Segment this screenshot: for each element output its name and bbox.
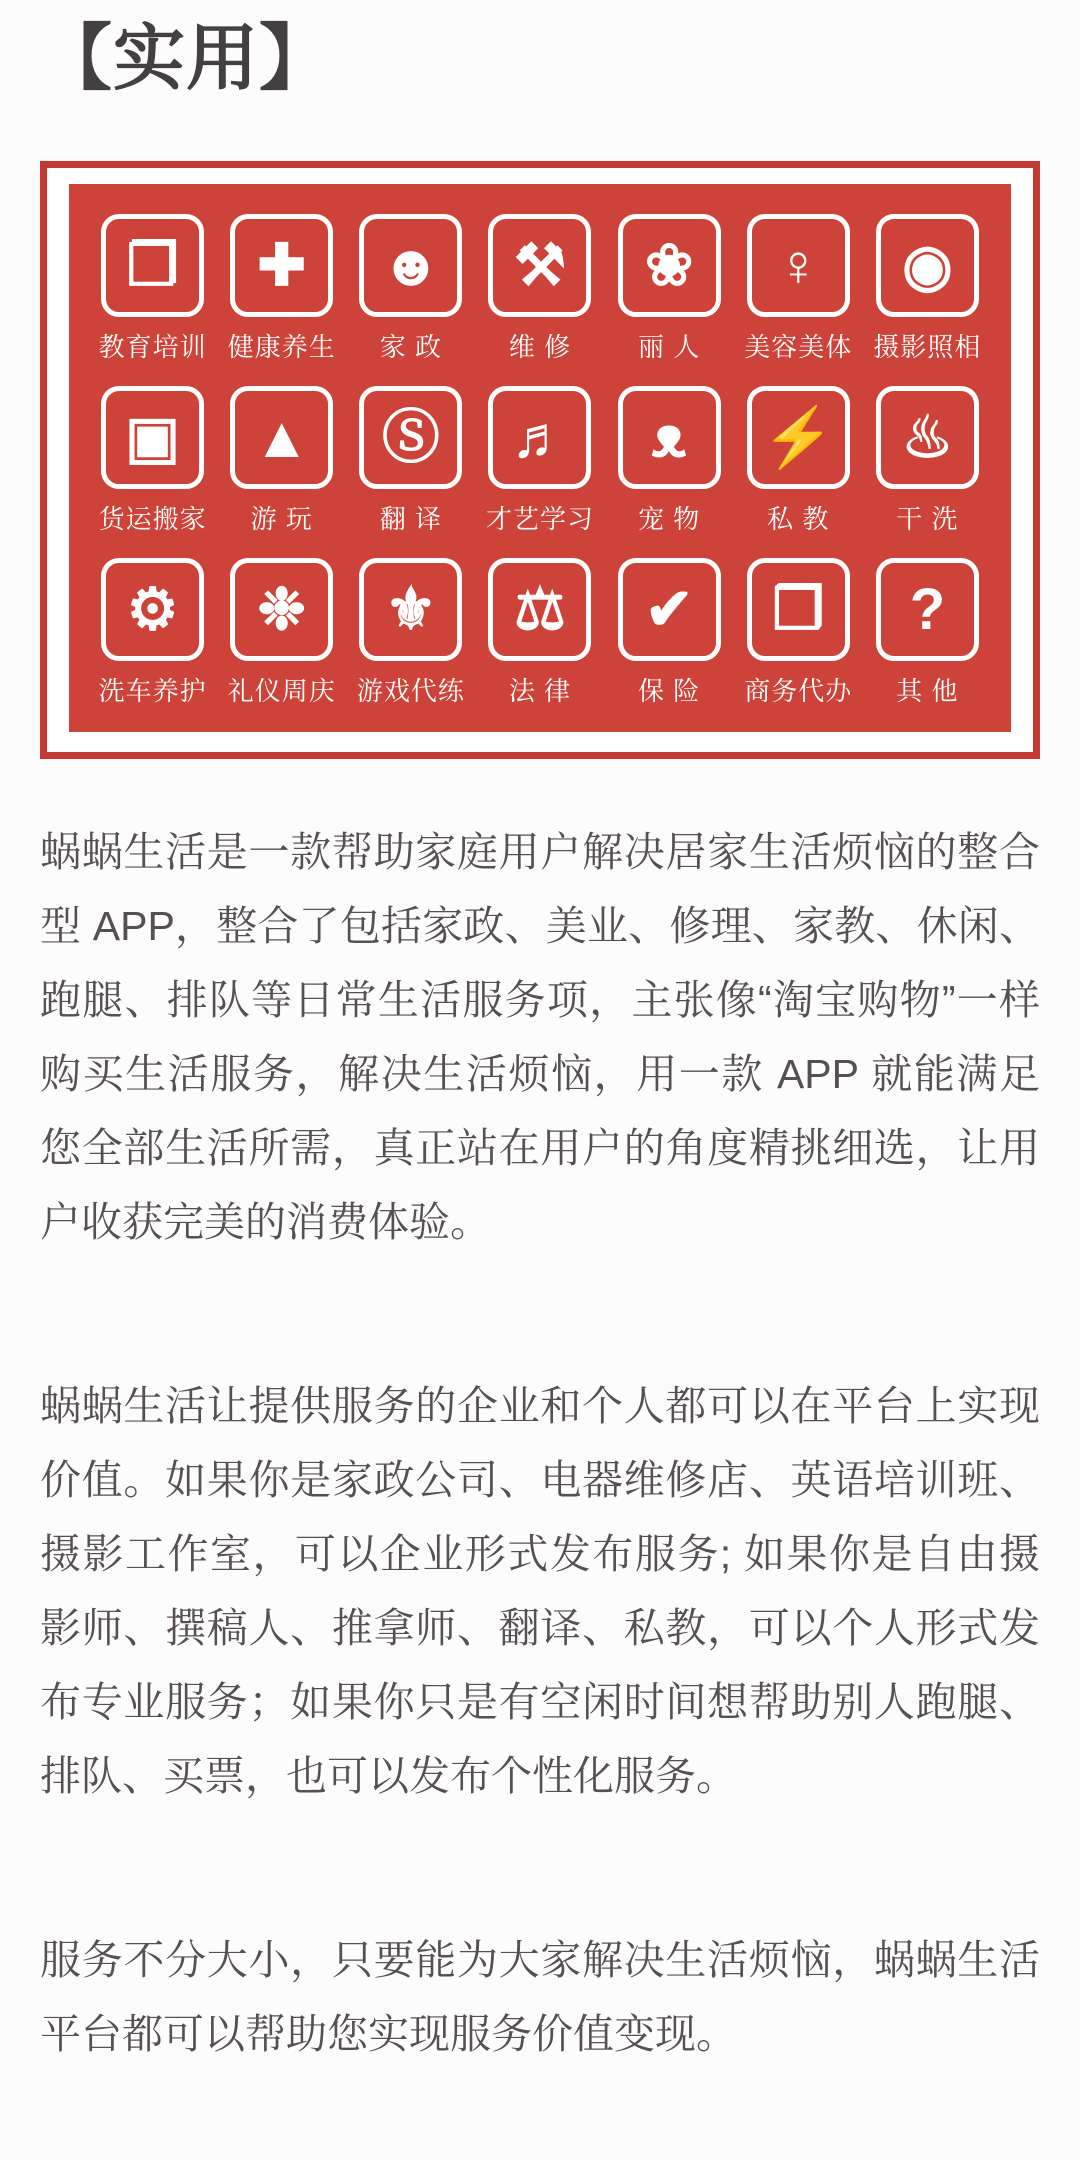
first-aid-kit-icon: ✚ — [257, 232, 306, 298]
makeup-brush-icon: ❀ — [644, 232, 694, 298]
service-label-health: 健康养生 — [227, 332, 336, 363]
service-label-translation: 翻 译 — [379, 504, 442, 535]
services-promo-board — [40, 161, 1040, 759]
service-label-freight-moving: 货运搬家 — [98, 504, 207, 535]
service-label-photography: 摄影照相 — [873, 332, 982, 363]
service-label-dry-cleaning: 干 洗 — [896, 504, 959, 535]
service-tile-pets[interactable] — [618, 386, 721, 536]
service-label-business-agency: 商务代办 — [744, 676, 853, 707]
service-tile-ceremony-celebration[interactable] — [228, 558, 336, 708]
globe-translate-icon: Ⓢ — [381, 404, 440, 470]
service-label-pets: 宠 物 — [638, 504, 701, 535]
housekeeper-icon: ☻ — [380, 232, 442, 298]
service-tile-legal[interactable] — [488, 558, 591, 708]
service-tile-health[interactable] — [228, 214, 336, 364]
article-paragraph-providers: 蜗蜗生活让提供服务的企业和个人都可以在平台上实现价值。如果你是家政公司、电器维修店、英语培训班、摄影工作室，可以企业形式发布服务; 如果你是自由摄影师、撰稿人、推拿师、翻译、私教，可以个人形式发布专业服务；如果你只是有空闲时间想帮助别人跑腿、排队、买票，也可以发布个性化服务。 — [40, 1383, 1040, 1800]
service-tile-beauty[interactable] — [618, 214, 721, 364]
service-label-game-boosting: 游戏代练 — [356, 676, 465, 707]
services-grid — [69, 184, 1011, 732]
service-tile-freight-moving[interactable] — [99, 386, 207, 536]
service-label-travel-play: 游 玩 — [250, 504, 313, 535]
service-label-car-wash: 洗车养护 — [98, 676, 207, 707]
service-tile-housekeeping[interactable] — [359, 214, 462, 364]
shirt-steam-icon: ♨ — [901, 404, 954, 470]
article-paragraph-closing: 服务不分大小，只要能为大家解决生活烦恼，蜗蜗生活平台都可以帮助您实现服务价值变现。 — [40, 1937, 1040, 2058]
service-label-beauty: 丽 人 — [638, 332, 701, 363]
car-wash-icon: ⚙ — [126, 576, 179, 642]
book-icon: ❐ — [126, 232, 179, 298]
body-beauty-icon: ♀ — [776, 232, 821, 298]
service-label-housekeeping: 家 政 — [379, 332, 442, 363]
camera-icon: ◉ — [902, 232, 953, 298]
wings-icon: ⚜ — [384, 576, 437, 642]
service-label-insurance: 保 险 — [638, 676, 701, 707]
service-label-ceremony-celebration: 礼仪周庆 — [227, 676, 336, 707]
service-label-education: 教育培训 — [98, 332, 207, 363]
page-title: 【实用】 — [40, 19, 333, 99]
service-tile-education[interactable] — [99, 214, 207, 364]
truck-icon: ▣ — [125, 404, 180, 470]
service-label-talent-learning: 才艺学习 — [485, 504, 594, 535]
article-paragraph-intro: 蜗蜗生活是一款帮助家庭用户解决居家生活烦恼的整合型 APP，整合了包括家政、美业、修理、家教、休闲、跑腿、排队等日常生活服务项，主张像“淘宝购物”一样购买生活服务，解决生活烦恼，用一款 APP 就能满足您全部生活所需，真正站在用户的角度精挑细选，让用户收获完美的消费体验。 — [40, 829, 1040, 1246]
service-tile-travel-play[interactable] — [230, 386, 333, 536]
balloons-icon: ❉ — [257, 576, 306, 642]
running-person-icon: ⚡ — [762, 404, 835, 470]
service-tile-other[interactable] — [876, 558, 979, 708]
service-tile-body-beauty[interactable] — [744, 214, 852, 364]
service-tile-game-boosting[interactable] — [357, 558, 465, 708]
service-tile-insurance[interactable] — [618, 558, 721, 708]
service-tile-personal-trainer[interactable] — [747, 386, 850, 536]
service-tile-car-wash[interactable] — [99, 558, 207, 708]
service-tile-dry-cleaning[interactable] — [876, 386, 979, 536]
service-label-body-beauty: 美容美体 — [744, 332, 853, 363]
art-palette-icon: ♬ — [510, 404, 569, 470]
gavel-icon: ⚖ — [513, 576, 566, 642]
service-tile-translation[interactable] — [359, 386, 462, 536]
service-tile-talent-learning[interactable] — [486, 386, 594, 536]
service-label-other: 其 他 — [896, 676, 959, 707]
service-label-repair: 维 修 — [508, 332, 572, 363]
shield-check-icon: ✔ — [644, 576, 694, 642]
question-mark-icon: ? — [909, 576, 946, 642]
service-tile-business-agency[interactable] — [744, 558, 852, 708]
service-tile-repair[interactable] — [488, 214, 591, 364]
service-label-personal-trainer: 私 教 — [767, 504, 830, 535]
dog-icon: ᴥ — [651, 404, 687, 470]
article-body — [40, 815, 1040, 2071]
briefcase-icon: ❒ — [772, 576, 825, 642]
service-tile-photography[interactable] — [873, 214, 981, 364]
wrench-repair-icon: ⚒ — [513, 232, 566, 298]
mountains-icon: ▲ — [253, 404, 311, 470]
service-label-legal: 法 律 — [508, 676, 572, 707]
